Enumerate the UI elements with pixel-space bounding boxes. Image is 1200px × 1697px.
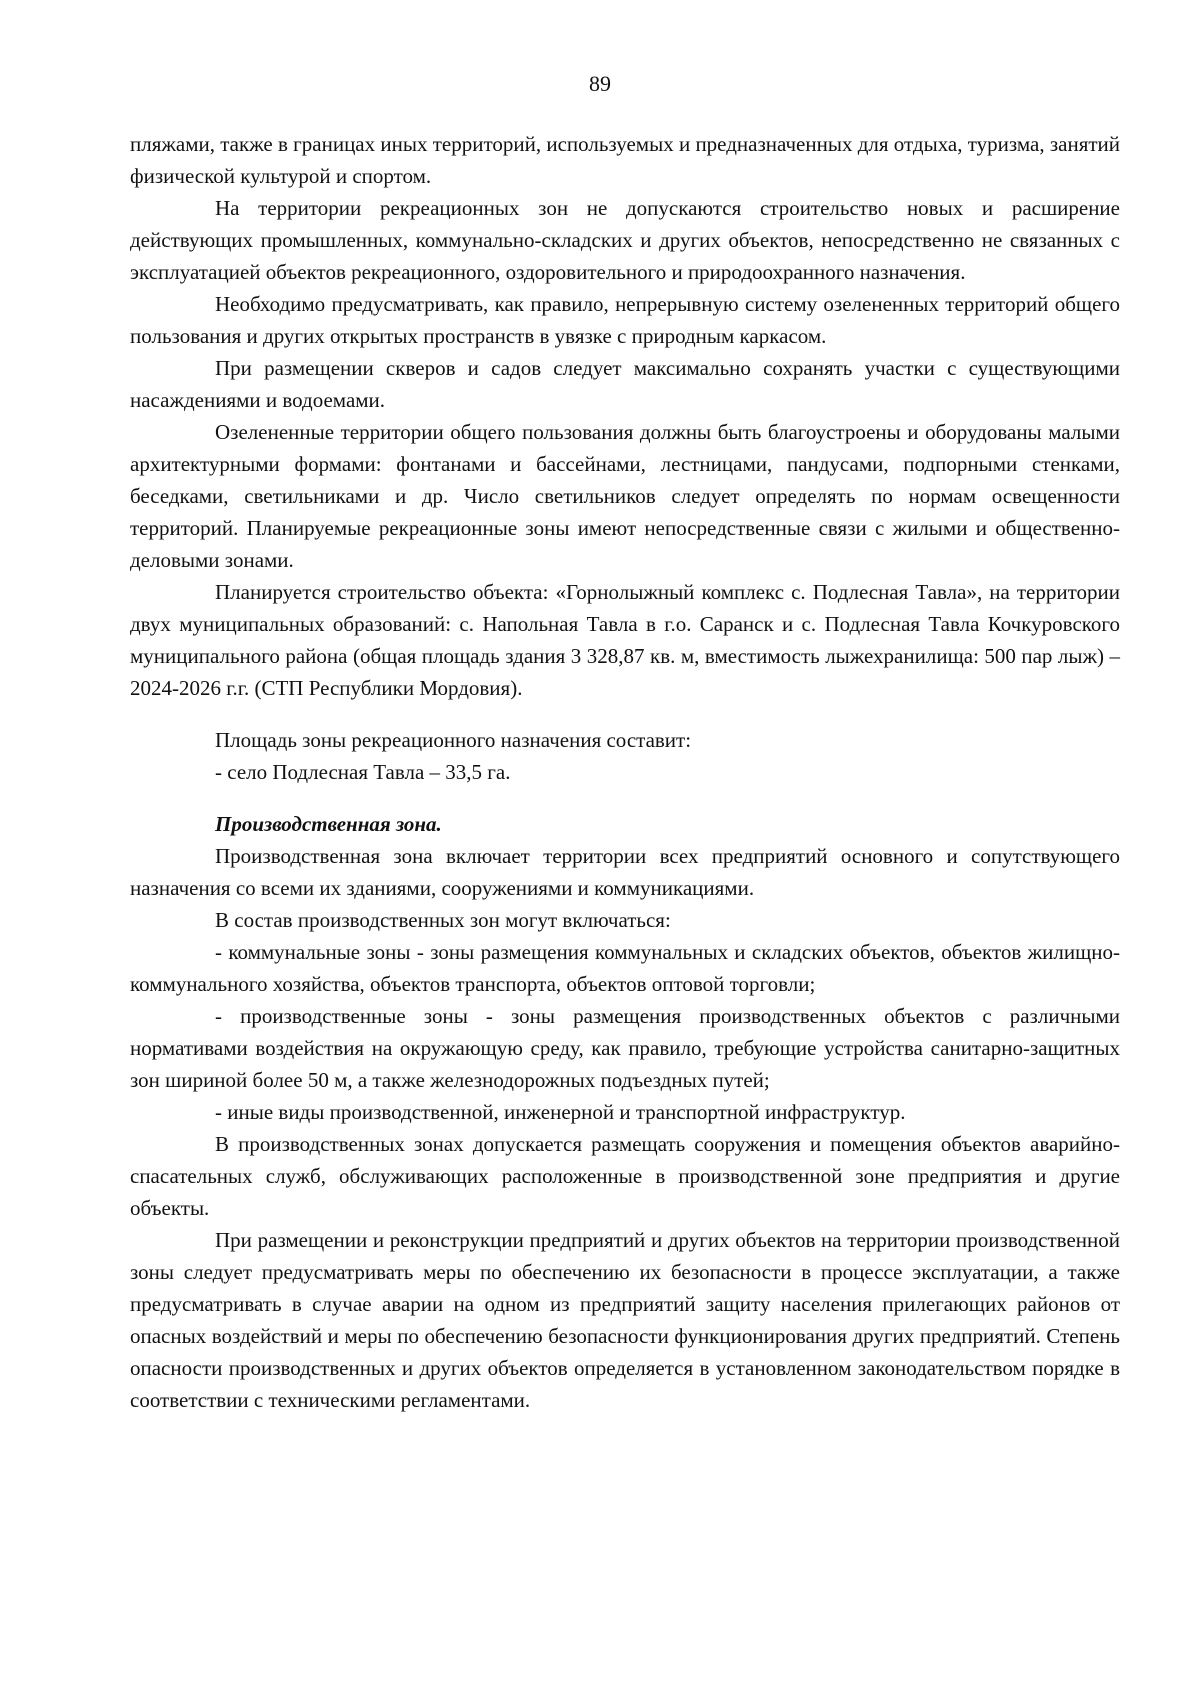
document-body bbox=[130, 128, 1120, 1416]
paragraph-recreation-area-value: - село Подлесная Тавла – 33,5 га. bbox=[215, 760, 511, 784]
paragraph-squares-gardens: При размещении скверов и садов следует максимально сохранять участки с существующими насаждениями и водоемами. bbox=[130, 356, 1120, 412]
paragraph-gap bbox=[130, 704, 1120, 724]
list-item-industrial-zones: - производственные зоны - зоны размещения производственных объектов с различными нормативами воздействия на окружающую среду, как правило, требующие устройства санитарно-защитных зон шириной более 50 м, а также железнодорожных подъездных путей; bbox=[130, 1004, 1120, 1092]
section-heading-industrial-zone: Производственная зона. bbox=[215, 812, 442, 836]
paragraph-ski-complex: Планируется строительство объекта: «Горнолыжный комплекс с. Подлесная Тавла», на территории двух муниципальных образований: с. Напольная Тавла в г.о. Саранск и с. Подлесная Тавла Кочкуровского муниципального района (общая площадь здания 3 328,87 кв. м, вместимость лыжехранилища: 500 пар лыж) – 2024-2026 г.г. (СТП Республики Мордовия). bbox=[130, 580, 1120, 700]
paragraph-gap bbox=[130, 788, 1120, 808]
paragraph-industrial-composition: В состав производственных зон могут включаться: bbox=[215, 908, 671, 932]
paragraph-recreation-continued: пляжами, также в границах иных территорий, используемых и предназначенных для отдыха, туризма, занятий физической культурой и спортом. bbox=[130, 132, 1121, 188]
page-number: 89 bbox=[589, 71, 611, 96]
paragraph-industrial-definition: Производственная зона включает территории всех предприятий основного и сопутствующего назначения со всеми их зданиями, сооружениями и коммуникациями. bbox=[130, 844, 1120, 900]
paragraph-safety-measures: При размещении и реконструкции предприятий и других объектов на территории производственной зоны следует предусматривать меры по обеспечению их безопасности в процессе эксплуатации, а также предусматривать в случае аварии на одном из предприятий защиту населения прилегающих районов от опасных воздействий и меры по обеспечению безопасности функционирования других предприятий. Степень опасности производственных и других объектов определяется в установленном законодательством порядке в соответствии с техническими регламентами. bbox=[130, 1228, 1120, 1412]
paragraph-recreation-area-intro: Площадь зоны рекреационного назначения составит: bbox=[215, 728, 692, 752]
list-item-communal-zones: - коммунальные зоны - зоны размещения коммунальных и складских объектов, объектов жилищно-коммунального хозяйства, объектов транспорта, объектов оптовой торговли; bbox=[130, 940, 1120, 996]
paragraph-emergency-services: В производственных зонах допускается размещать сооружения и помещения объектов аварийно-спасательных служб, обслуживающих расположенные в производственной зоне предприятия и другие объекты. bbox=[130, 1132, 1120, 1220]
paragraph-recreation-restrictions: На территории рекреационных зон не допускаются строительство новых и расширение действующих промышленных, коммунально-складских и других объектов, непосредственно не связанных с эксплуатацией объектов рекреационного, оздоровительного и природоохранного назначения. bbox=[130, 196, 1120, 284]
paragraph-green-improvement: Озелененные территории общего пользования должны быть благоустроены и оборудованы малыми архитектурными формами: фонтанами и бассейнами, лестницами, пандусами, подпорными стенками, беседками, светильниками и др. Число светильников следует определять по нормам освещенности территорий. Планируемые рекреационные зоны имеют непосредственные связи с жилыми и общественно-деловыми зонами. bbox=[130, 420, 1120, 572]
list-item-other-infrastructure: - иные виды производственной, инженерной и транспортной инфраструктур. bbox=[215, 1100, 906, 1124]
paragraph-green-system: Необходимо предусматривать, как правило, непрерывную систему озелененных территорий общего пользования и других открытых пространств в увязке с природным каркасом. bbox=[130, 292, 1120, 348]
